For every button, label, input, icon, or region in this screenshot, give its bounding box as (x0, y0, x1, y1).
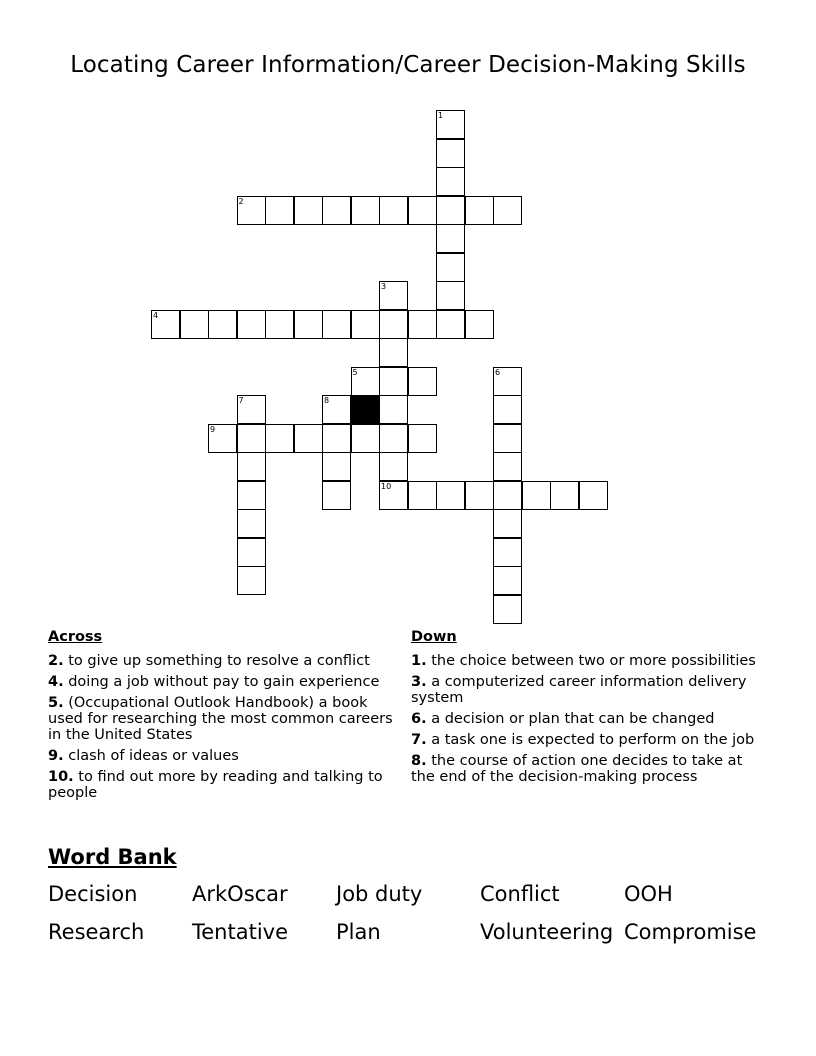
crossword-cell[interactable] (180, 310, 209, 339)
clue-text: clash of ideas or values (68, 748, 239, 764)
crossword-cell[interactable] (408, 367, 437, 396)
crossword-cell[interactable] (237, 566, 266, 595)
crossword-cell[interactable] (265, 196, 294, 225)
crossword-cell[interactable] (550, 481, 579, 510)
crossword-cell[interactable] (237, 509, 266, 538)
down-heading: Down (411, 629, 457, 645)
crossword-cell[interactable] (237, 310, 266, 339)
clue-text: a decision or plan that can be changed (431, 711, 715, 727)
clue-number: 1. (411, 653, 427, 669)
word-bank-word: Conflict (480, 882, 560, 906)
crossword-cell[interactable] (379, 310, 408, 339)
crossword-cell[interactable] (493, 367, 522, 396)
crossword-cell[interactable] (379, 367, 408, 396)
clue-number: 6 (495, 367, 501, 377)
crossword-cell[interactable] (351, 196, 380, 225)
crossword-cell[interactable] (493, 595, 522, 624)
crossword-cell[interactable] (379, 338, 408, 367)
clue-number: 3 (381, 282, 387, 291)
crossword-cell[interactable] (237, 538, 266, 567)
across-clue-list (48, 653, 398, 801)
crossword-cell[interactable] (379, 395, 408, 424)
crossword-cell[interactable] (493, 509, 522, 538)
word-bank-word: Plan (336, 920, 381, 944)
word-bank-word: ArkOscar (192, 882, 288, 906)
down-clues (411, 629, 761, 790)
crossword-cell[interactable] (408, 196, 437, 225)
crossword-cell[interactable] (436, 281, 465, 310)
crossword-cell[interactable] (265, 310, 294, 339)
clue-number: 2 (238, 196, 244, 206)
clue-item (411, 732, 761, 748)
black-cell (351, 395, 380, 424)
clue-text: the course of action one decides to take at the end of the decision-making process (411, 753, 743, 785)
clue-item (48, 769, 398, 801)
clue-number: 7. (411, 732, 427, 748)
crossword-cell[interactable] (322, 395, 351, 424)
clue-number: 4. (48, 674, 64, 690)
crossword-cell[interactable] (493, 452, 522, 481)
crossword-cell[interactable] (436, 481, 465, 510)
crossword-cell[interactable] (294, 424, 323, 453)
clue-item (411, 653, 761, 669)
crossword-cell[interactable] (465, 310, 494, 339)
crossword-cell[interactable] (436, 139, 465, 168)
crossword-cell[interactable] (208, 310, 237, 339)
clue-text: a task one is expected to perform on the job (431, 732, 755, 748)
clue-text: to give up something to resolve a conflict (68, 653, 370, 669)
crossword-cell[interactable] (294, 310, 323, 339)
clue-number: 7 (238, 396, 244, 405)
crossword-cell[interactable] (322, 310, 351, 339)
clue-text: (Occupational Outlook Handbook) a book used for researching the most common careers in the United States (48, 695, 393, 743)
crossword-cell[interactable] (436, 310, 465, 339)
clue-text: the choice between two or more possibilities (431, 653, 756, 669)
crossword-cell[interactable] (379, 281, 408, 310)
crossword-cell[interactable] (493, 566, 522, 595)
crossword-cell[interactable] (408, 310, 437, 339)
word-bank-title: Word Bank (48, 845, 177, 869)
crossword-cell[interactable] (436, 224, 465, 253)
clue-number: 8. (411, 753, 427, 769)
clue-text: a computerized career information delivery system (411, 674, 747, 706)
clue-text: doing a job without pay to gain experience (68, 674, 380, 690)
clue-item (411, 711, 761, 727)
crossword-cell[interactable] (379, 424, 408, 453)
crossword-cell[interactable] (351, 424, 380, 453)
clue-item (48, 695, 398, 743)
clue-item (411, 753, 761, 785)
word-bank-word: Volunteering (480, 920, 614, 944)
word-bank-word: Compromise (624, 920, 757, 944)
crossword-cell[interactable] (265, 424, 294, 453)
clue-number: 2. (48, 653, 64, 669)
crossword-cell[interactable] (322, 481, 351, 510)
clue-number: 5. (48, 695, 64, 711)
crossword-cell[interactable] (322, 196, 351, 225)
crossword-cell[interactable] (351, 367, 380, 396)
down-clue-list (411, 653, 761, 785)
crossword-cell[interactable] (151, 310, 180, 339)
clue-number: 10. (48, 769, 74, 785)
clue-number: 3. (411, 674, 427, 690)
crossword-cell[interactable] (465, 196, 494, 225)
crossword-cell[interactable] (493, 395, 522, 424)
crossword-cell[interactable] (237, 196, 266, 225)
word-bank-word: Job duty (336, 882, 423, 906)
crossword-cell[interactable] (465, 481, 494, 510)
clue-item (48, 653, 398, 669)
clue-number: 6. (411, 711, 427, 727)
crossword-cell[interactable] (237, 395, 266, 424)
clue-number: 4 (153, 310, 159, 320)
crossword-cell[interactable] (493, 196, 522, 225)
crossword-cell[interactable] (493, 424, 522, 453)
crossword-cell[interactable] (436, 110, 465, 139)
clue-item (48, 748, 398, 764)
crossword-cell[interactable] (237, 452, 266, 481)
clue-text: to find out more by reading and talking to people (48, 769, 383, 801)
crossword-cell[interactable] (379, 452, 408, 481)
word-bank-word: Tentative (192, 920, 289, 944)
crossword-cell[interactable] (522, 481, 551, 510)
crossword-cell[interactable] (322, 424, 351, 453)
crossword-cell[interactable] (436, 196, 465, 225)
clue-number: 9. (48, 748, 64, 764)
word-bank-word: Research (48, 920, 145, 944)
crossword-cell[interactable] (208, 424, 237, 453)
crossword-cell[interactable] (408, 481, 437, 510)
crossword-cell[interactable] (579, 481, 608, 510)
crossword-cell[interactable] (436, 253, 465, 282)
crossword-cell[interactable] (493, 481, 522, 510)
word-bank-word: Decision (48, 882, 138, 906)
clue-number: 8 (324, 396, 330, 405)
crossword-cell[interactable] (351, 310, 380, 339)
across-heading: Across (48, 629, 103, 645)
clue-number: 10 (381, 481, 392, 491)
crossword-cell[interactable] (294, 196, 323, 225)
page-title: Locating Career Information/Career Decision-Making Skills (70, 52, 746, 78)
crossword-cell[interactable] (408, 424, 437, 453)
clue-number: 9 (210, 424, 216, 434)
crossword-cell[interactable] (436, 167, 465, 196)
crossword-cell[interactable] (379, 196, 408, 225)
crossword-cell[interactable] (493, 538, 522, 567)
clue-item (411, 674, 761, 706)
clue-item (48, 674, 398, 690)
clue-number: 1 (438, 111, 444, 120)
clue-number: 5 (352, 367, 358, 377)
crossword-cell[interactable] (379, 481, 408, 510)
word-bank-word: OOH (624, 882, 673, 906)
crossword-cell[interactable] (237, 481, 266, 510)
across-clues (48, 629, 398, 806)
crossword-cell[interactable] (322, 452, 351, 481)
crossword-cell[interactable] (237, 424, 266, 453)
